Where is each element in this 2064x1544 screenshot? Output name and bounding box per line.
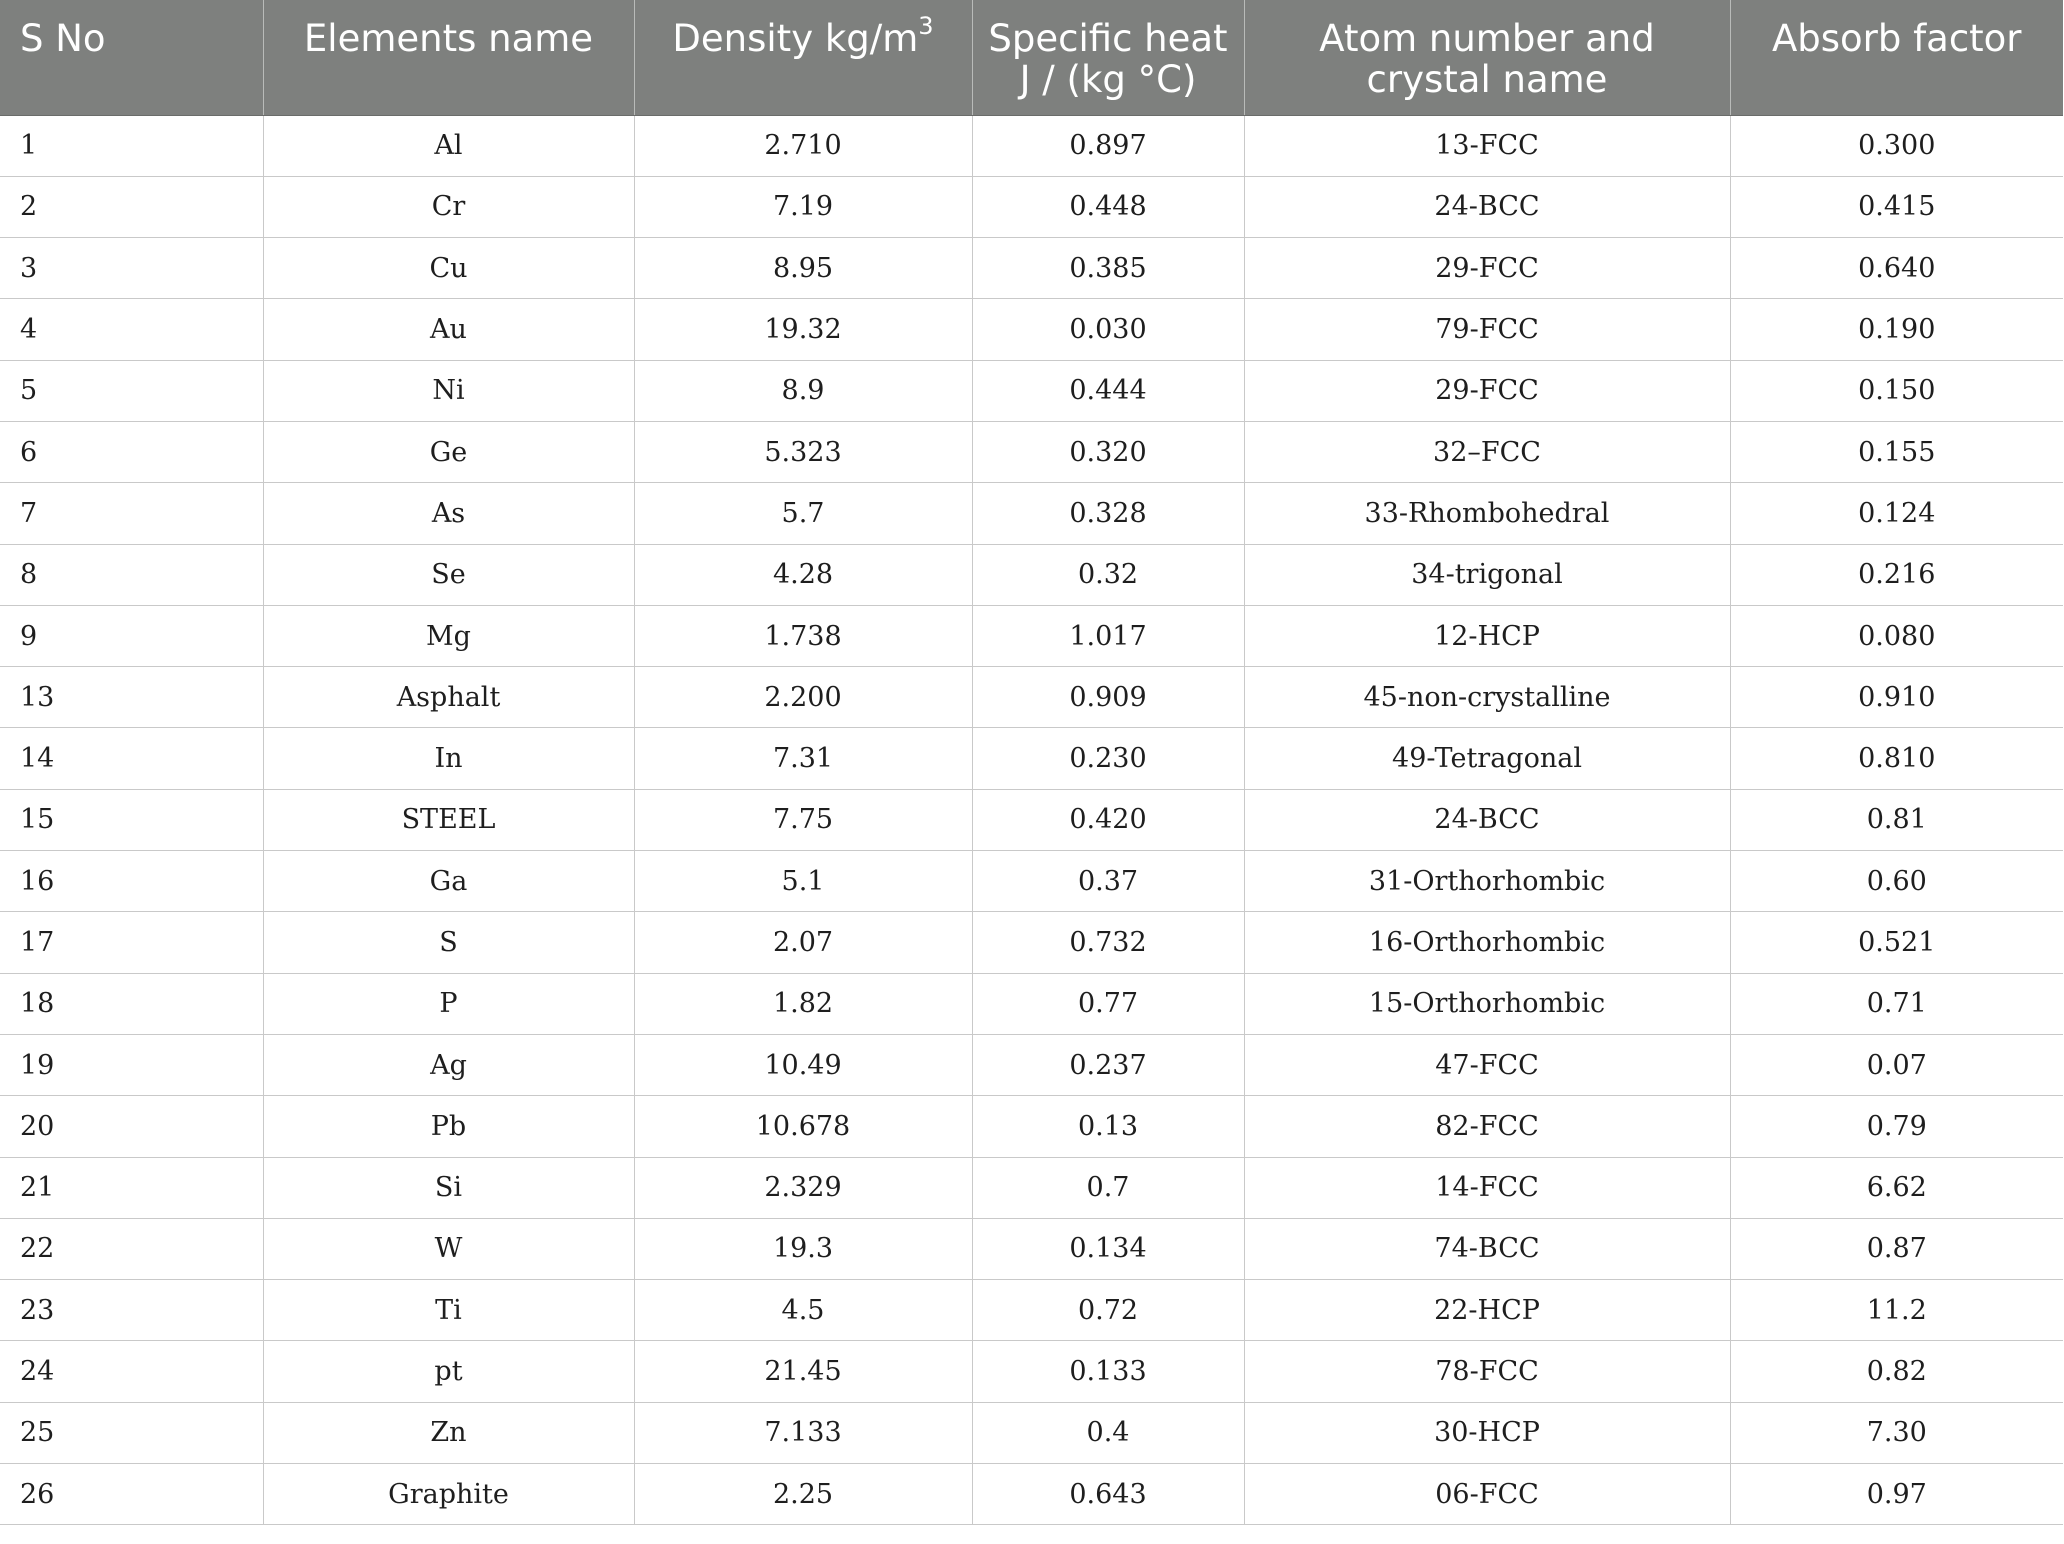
cell-atom-crystal: 15-Orthorhombic xyxy=(1244,973,1730,1034)
cell-density: 2.200 xyxy=(634,667,972,728)
cell-absorb-factor: 0.155 xyxy=(1730,421,2063,482)
cell-atom-crystal: 29-FCC xyxy=(1244,360,1730,421)
cell-absorb-factor: 0.415 xyxy=(1730,176,2063,237)
table-row xyxy=(0,1157,2063,1218)
cell-atom-crystal: 33-Rhombohedral xyxy=(1244,483,1730,544)
table-row xyxy=(0,1218,2063,1279)
cell-s-no: 23 xyxy=(0,1280,263,1341)
cell-element-name: Pb xyxy=(263,1096,634,1157)
cell-atom-crystal: 45-non-crystalline xyxy=(1244,667,1730,728)
header-density-text: Density kg/m xyxy=(672,17,919,60)
cell-absorb-factor: 0.521 xyxy=(1730,912,2063,973)
cell-specific-heat: 0.897 xyxy=(972,115,1244,176)
cell-density: 10.678 xyxy=(634,1096,972,1157)
cell-specific-heat: 0.732 xyxy=(972,912,1244,973)
cell-specific-heat: 0.13 xyxy=(972,1096,1244,1157)
cell-element-name: Mg xyxy=(263,605,634,666)
cell-s-no: 14 xyxy=(0,728,263,789)
table-row xyxy=(0,605,2063,666)
cell-absorb-factor: 0.81 xyxy=(1730,789,2063,850)
cell-absorb-factor: 0.60 xyxy=(1730,851,2063,912)
cell-element-name: Si xyxy=(263,1157,634,1218)
table-row xyxy=(0,176,2063,237)
table-row xyxy=(0,912,2063,973)
cell-atom-crystal: 31-Orthorhombic xyxy=(1244,851,1730,912)
cell-s-no: 13 xyxy=(0,667,263,728)
cell-s-no: 22 xyxy=(0,1218,263,1279)
cell-specific-heat: 0.32 xyxy=(972,544,1244,605)
cell-absorb-factor: 0.87 xyxy=(1730,1218,2063,1279)
cell-specific-heat: 0.230 xyxy=(972,728,1244,789)
cell-density: 2.07 xyxy=(634,912,972,973)
cell-density: 10.49 xyxy=(634,1034,972,1095)
cell-density: 7.19 xyxy=(634,176,972,237)
cell-specific-heat: 0.37 xyxy=(972,851,1244,912)
cell-element-name: Ti xyxy=(263,1280,634,1341)
cell-s-no: 24 xyxy=(0,1341,263,1402)
header-specific-heat-line1: Specific heat xyxy=(988,17,1228,60)
cell-atom-crystal: 34-trigonal xyxy=(1244,544,1730,605)
cell-specific-heat: 0.237 xyxy=(972,1034,1244,1095)
cell-s-no: 9 xyxy=(0,605,263,666)
cell-atom-crystal: 29-FCC xyxy=(1244,238,1730,299)
header-s-no xyxy=(0,0,263,115)
cell-absorb-factor: 0.910 xyxy=(1730,667,2063,728)
cell-absorb-factor: 0.82 xyxy=(1730,1341,2063,1402)
cell-element-name: Ga xyxy=(263,851,634,912)
table-row xyxy=(0,1341,2063,1402)
table-header xyxy=(0,0,2063,115)
cell-s-no: 1 xyxy=(0,115,263,176)
cell-specific-heat: 0.4 xyxy=(972,1402,1244,1463)
cell-element-name: STEEL xyxy=(263,789,634,850)
cell-specific-heat: 0.444 xyxy=(972,360,1244,421)
table-row xyxy=(0,115,2063,176)
cell-element-name: Graphite xyxy=(263,1464,634,1525)
cell-density: 8.95 xyxy=(634,238,972,299)
cell-absorb-factor: 0.640 xyxy=(1730,238,2063,299)
cell-element-name: Al xyxy=(263,115,634,176)
cell-s-no: 3 xyxy=(0,238,263,299)
header-s-no-text: S No xyxy=(20,17,106,60)
cell-density: 2.329 xyxy=(634,1157,972,1218)
table-row xyxy=(0,299,2063,360)
table-row xyxy=(0,238,2063,299)
cell-element-name: In xyxy=(263,728,634,789)
header-elements-name xyxy=(263,0,634,115)
cell-atom-crystal: 12-HCP xyxy=(1244,605,1730,666)
cell-atom-crystal: 14-FCC xyxy=(1244,1157,1730,1218)
cell-atom-crystal: 47-FCC xyxy=(1244,1034,1730,1095)
table-body xyxy=(0,115,2063,1525)
table-row xyxy=(0,1096,2063,1157)
cell-density: 19.32 xyxy=(634,299,972,360)
cell-s-no: 20 xyxy=(0,1096,263,1157)
cell-specific-heat: 1.017 xyxy=(972,605,1244,666)
cell-element-name: Ag xyxy=(263,1034,634,1095)
cell-atom-crystal: 78-FCC xyxy=(1244,1341,1730,1402)
table-row xyxy=(0,1280,2063,1341)
cell-density: 5.323 xyxy=(634,421,972,482)
cell-s-no: 8 xyxy=(0,544,263,605)
cell-absorb-factor: 0.150 xyxy=(1730,360,2063,421)
cell-density: 8.9 xyxy=(634,360,972,421)
cell-atom-crystal: 30-HCP xyxy=(1244,1402,1730,1463)
cell-specific-heat: 0.320 xyxy=(972,421,1244,482)
table-row xyxy=(0,1402,2063,1463)
header-absorb-factor xyxy=(1730,0,2063,115)
cell-atom-crystal: 79-FCC xyxy=(1244,299,1730,360)
cell-s-no: 15 xyxy=(0,789,263,850)
cell-absorb-factor: 7.30 xyxy=(1730,1402,2063,1463)
cell-element-name: W xyxy=(263,1218,634,1279)
cell-s-no: 7 xyxy=(0,483,263,544)
cell-atom-crystal: 16-Orthorhombic xyxy=(1244,912,1730,973)
cell-specific-heat: 0.385 xyxy=(972,238,1244,299)
cell-specific-heat: 0.133 xyxy=(972,1341,1244,1402)
cell-density: 7.31 xyxy=(634,728,972,789)
header-density-superscript: 3 xyxy=(918,11,934,40)
cell-element-name: S xyxy=(263,912,634,973)
cell-s-no: 2 xyxy=(0,176,263,237)
table-row xyxy=(0,728,2063,789)
table-row xyxy=(0,1464,2063,1525)
cell-specific-heat: 0.420 xyxy=(972,789,1244,850)
cell-atom-crystal: 49-Tetragonal xyxy=(1244,728,1730,789)
cell-density: 5.1 xyxy=(634,851,972,912)
cell-element-name: P xyxy=(263,973,634,1034)
table-row xyxy=(0,789,2063,850)
cell-s-no: 6 xyxy=(0,421,263,482)
cell-atom-crystal: 06-FCC xyxy=(1244,1464,1730,1525)
cell-element-name: Ge xyxy=(263,421,634,482)
cell-specific-heat: 0.643 xyxy=(972,1464,1244,1525)
cell-density: 5.7 xyxy=(634,483,972,544)
cell-density: 19.3 xyxy=(634,1218,972,1279)
table-row xyxy=(0,544,2063,605)
table-row xyxy=(0,360,2063,421)
header-atom-number-crystal-text: Atom number and crystal name xyxy=(1319,17,1655,101)
cell-density: 2.710 xyxy=(634,115,972,176)
cell-density: 1.82 xyxy=(634,973,972,1034)
header-density xyxy=(634,0,972,115)
table-row xyxy=(0,973,2063,1034)
cell-density: 4.5 xyxy=(634,1280,972,1341)
cell-s-no: 21 xyxy=(0,1157,263,1218)
cell-absorb-factor: 0.080 xyxy=(1730,605,2063,666)
cell-element-name: pt xyxy=(263,1341,634,1402)
cell-s-no: 25 xyxy=(0,1402,263,1463)
cell-s-no: 5 xyxy=(0,360,263,421)
cell-element-name: Asphalt xyxy=(263,667,634,728)
cell-element-name: Cu xyxy=(263,238,634,299)
cell-atom-crystal: 32–FCC xyxy=(1244,421,1730,482)
table-row xyxy=(0,483,2063,544)
cell-specific-heat: 0.7 xyxy=(972,1157,1244,1218)
cell-specific-heat: 0.328 xyxy=(972,483,1244,544)
cell-density: 1.738 xyxy=(634,605,972,666)
table-row xyxy=(0,851,2063,912)
cell-absorb-factor: 0.300 xyxy=(1730,115,2063,176)
cell-s-no: 4 xyxy=(0,299,263,360)
cell-element-name: Ni xyxy=(263,360,634,421)
cell-absorb-factor: 0.07 xyxy=(1730,1034,2063,1095)
cell-absorb-factor: 0.216 xyxy=(1730,544,2063,605)
cell-s-no: 16 xyxy=(0,851,263,912)
cell-absorb-factor: 0.97 xyxy=(1730,1464,2063,1525)
cell-density: 2.25 xyxy=(634,1464,972,1525)
cell-specific-heat: 0.134 xyxy=(972,1218,1244,1279)
cell-atom-crystal: 82-FCC xyxy=(1244,1096,1730,1157)
cell-specific-heat: 0.030 xyxy=(972,299,1244,360)
cell-absorb-factor: 0.190 xyxy=(1730,299,2063,360)
header-absorb-factor-text: Absorb factor xyxy=(1771,17,2022,60)
table-row xyxy=(0,421,2063,482)
table-row xyxy=(0,1034,2063,1095)
cell-element-name: As xyxy=(263,483,634,544)
cell-density: 7.133 xyxy=(634,1402,972,1463)
cell-specific-heat: 0.72 xyxy=(972,1280,1244,1341)
header-atom-number-crystal xyxy=(1244,0,1730,115)
header-elements-name-text: Elements name xyxy=(303,17,594,60)
cell-element-name: Au xyxy=(263,299,634,360)
cell-density: 7.75 xyxy=(634,789,972,850)
cell-element-name: Cr xyxy=(263,176,634,237)
cell-specific-heat: 0.77 xyxy=(972,973,1244,1034)
cell-atom-crystal: 24-BCC xyxy=(1244,789,1730,850)
cell-s-no: 26 xyxy=(0,1464,263,1525)
cell-absorb-factor: 6.62 xyxy=(1730,1157,2063,1218)
cell-atom-crystal: 24-BCC xyxy=(1244,176,1730,237)
cell-specific-heat: 0.909 xyxy=(972,667,1244,728)
header-row xyxy=(0,0,2063,115)
cell-atom-crystal: 74-BCC xyxy=(1244,1218,1730,1279)
cell-s-no: 17 xyxy=(0,912,263,973)
cell-density: 21.45 xyxy=(634,1341,972,1402)
cell-absorb-factor: 0.79 xyxy=(1730,1096,2063,1157)
cell-atom-crystal: 22-HCP xyxy=(1244,1280,1730,1341)
cell-specific-heat: 0.448 xyxy=(972,176,1244,237)
cell-element-name: Se xyxy=(263,544,634,605)
cell-absorb-factor: 11.2 xyxy=(1730,1280,2063,1341)
cell-atom-crystal: 13-FCC xyxy=(1244,115,1730,176)
cell-element-name: Zn xyxy=(263,1402,634,1463)
header-specific-heat xyxy=(972,0,1244,115)
cell-absorb-factor: 0.810 xyxy=(1730,728,2063,789)
cell-density: 4.28 xyxy=(634,544,972,605)
cell-s-no: 19 xyxy=(0,1034,263,1095)
table-row xyxy=(0,667,2063,728)
cell-absorb-factor: 0.71 xyxy=(1730,973,2063,1034)
header-specific-heat-line2: J / (kg °C) xyxy=(1019,58,1197,101)
cell-absorb-factor: 0.124 xyxy=(1730,483,2063,544)
cell-s-no: 18 xyxy=(0,973,263,1034)
